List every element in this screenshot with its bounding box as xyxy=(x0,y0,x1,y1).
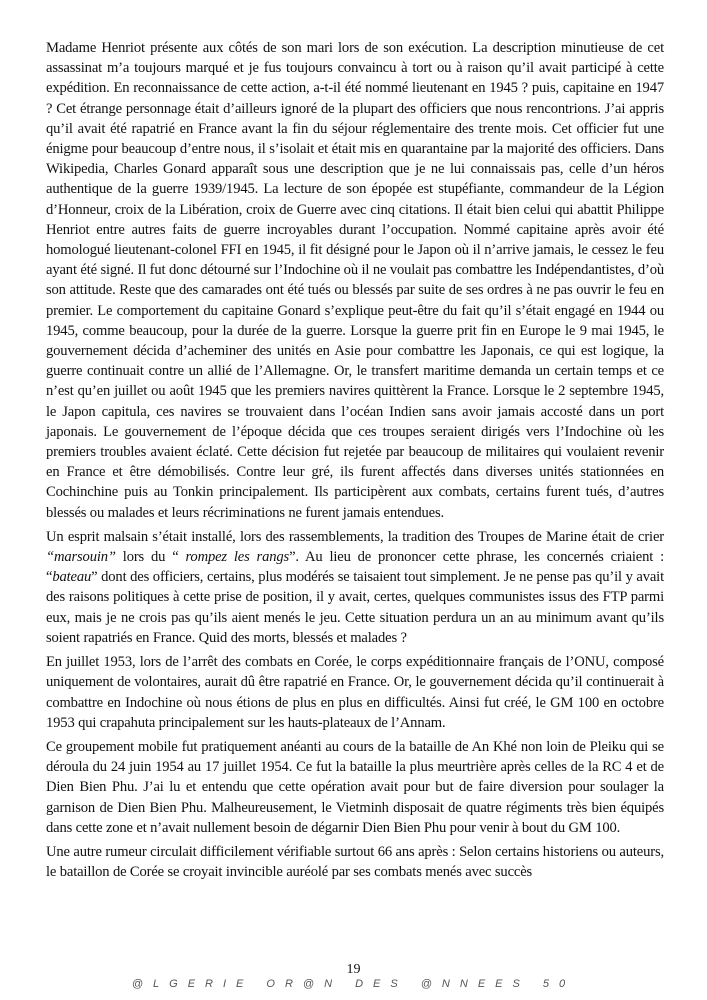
italic-text: “marsouin” xyxy=(46,549,116,566)
text-run: lors du “ xyxy=(115,549,186,566)
italic-text: bateau xyxy=(52,569,92,586)
paragraph xyxy=(46,842,664,882)
body-text xyxy=(46,38,664,886)
text-run: En juillet 1953, lors de l’arrêt des combats en Corée, le corps expéditionnaire français de l’ONU, composé uniquement de volontaires, aurait dû être rapatrié en France. Or, le gouvernement décida qu’il continuerait à combattre en Indochine où nous étions de plus en plus en difficultés. Ainsi fut créé, le GM 100 en octobre 1953 qui crapahuta principalement sur les hauts-plateaux de l’Annam. xyxy=(46,654,664,731)
paragraph xyxy=(46,652,664,733)
paragraph xyxy=(46,38,664,523)
paragraph xyxy=(46,527,664,648)
page-number: 19 xyxy=(346,962,361,977)
text-run: Madame Henriot présente aux côtés de son mari lors de son exécution. La description minutieuse de cet assassinat m’a toujours marqué et je fus toujours convaincu à tort ou à raison qu’il avait participé à cette expédition. En reconnaissance de cette action, a-t-il été nommé lieutenant en 1945 ? puis, capitaine en 1947 ? Cet étrange personnage était d’ailleurs ignoré de la plupart des officiers que nous rencontrions. J’ai appris qu’il avait été rapatrié en France avant la fin du séjour réglementaire des trente mois. Cet officier fut une énigme pour beaucoup d’entre nous, il s’isolait et était mis en quarantaine par la majorité des officiers. Dans Wikipedia, Charles Gonard apparaît sous une description que je ne lui connaissais pas, celle d’un héros authentique de la guerre 1939/1945. La lecture de son épopée est stupéfiante, commandeur de la Légion d’Honneur, croix de la Libération, croix de Guerre avec cinq citations. Il était bien celui qui abattit Philippe Henriot entre autres faits de guerre incroyables durant l’occupation. Nommé capitaine après avoir été homologué lieutenant-colonel FFI en 1945, il fit désigné pour le Japon où il n’arrive jamais, le cessez le feu ayant été signé. Il fut donc détourné sur l’Indochine où il ne voulait pas combattre les Indépendantistes, d’où son attitude. Reste que des camarades ont été tués ou blessés par suite de ses ordres à ne pas ouvrir le feu en premier. Le comportement du capitaine Gonard s’explique peut-être du fait qu’il s’était engagé en 1944 ou 1945, comme beaucoup, pour la durée de la guerre. Lorsque la guerre prit fin en Europe le 9 mai 1945, le gouvernement décida d’acheminer des unités en Asie pour combattre les Japonais, ce qui est logique, la guerre continuait contre un allié de l’Allemagne. Or, le transfert maritime demanda un certain temps et ce n’est qu’en juillet ou août 1945 que les premiers navires quittèrent la France. Lorsque le 2 septembre 1945, le Japon capitula, ces navires se trouvaient dans l’océan Indien sans avoir jamais accosté dans un port japonais. Le gouvernement de l’époque décida que ces troupes seraient dirigés vers l’Indochine où les premiers troubles avaient éclaté. Cette décision fut rejetée par beaucoup de militaires qui voulaient revenir en France et être démobilisés. Contre leur gré, ils furent affectés dans diverses unités stationnées en Cochinchine puis au Tonkin principalement. Ils participèrent aux combats, certains furent tués, d’autres blessés ou malades et leurs récriminations ne furent jamais entendues. xyxy=(46,40,664,521)
text-run: Ce groupement mobile fut pratiquement anéanti au cours de la bataille de An Khé non loin de Pleiku qui se déroula du 24 juin 1954 au 17 juillet 1954. Ce fut la bataille la plus meurtrière après celles de la RC 4 et de Dien Bien Phu. J’ai lu et entendu que cette opération avait pour but de faire diversion pour soulager la garnison de Dien Bien Phu. Malheureusement, le Vietminh disposait de quatre régiments très bien équipés dans cette zone et n’avait nullement besoin de dégarnir Dien Bien Phu pour venir à bout du GM 100. xyxy=(46,738,664,836)
text-run: Une autre rumeur circulait difficilement vérifiable surtout 66 ans après : Selon certains historiens ou auteurs, le bataillon de Corée se croyait invincible auréolé par ses combats menés avec succès xyxy=(46,843,664,881)
italic-text: rompez les rangs xyxy=(185,549,290,566)
text-run: ” dont des officiers, certains, plus modérés se taisaient tout simplement. Je ne pense pas qu’il y avait des raisons politiques à cette prise de position, il y avait, certes, quelques communistes issus des FTP parmi eux, mais je ne crois pas qu’ils aient menés le jeu. Cette situation perdura un an au minimum avant qu’ils soient rapatriés en France. Quid des morts, blessés et malades ? xyxy=(46,569,664,646)
text-run: Un esprit malsain s’était installé, lors des rassemblements, la tradition des Troupes de Marine était de crier xyxy=(46,528,664,545)
running-footer: @LGERIE OR@N DES @NNEES 50 xyxy=(131,978,576,990)
text-run: ”. Au lieu de prononcer cette phrase, les concernés criaient : “ xyxy=(46,549,664,586)
paragraph xyxy=(46,737,664,838)
